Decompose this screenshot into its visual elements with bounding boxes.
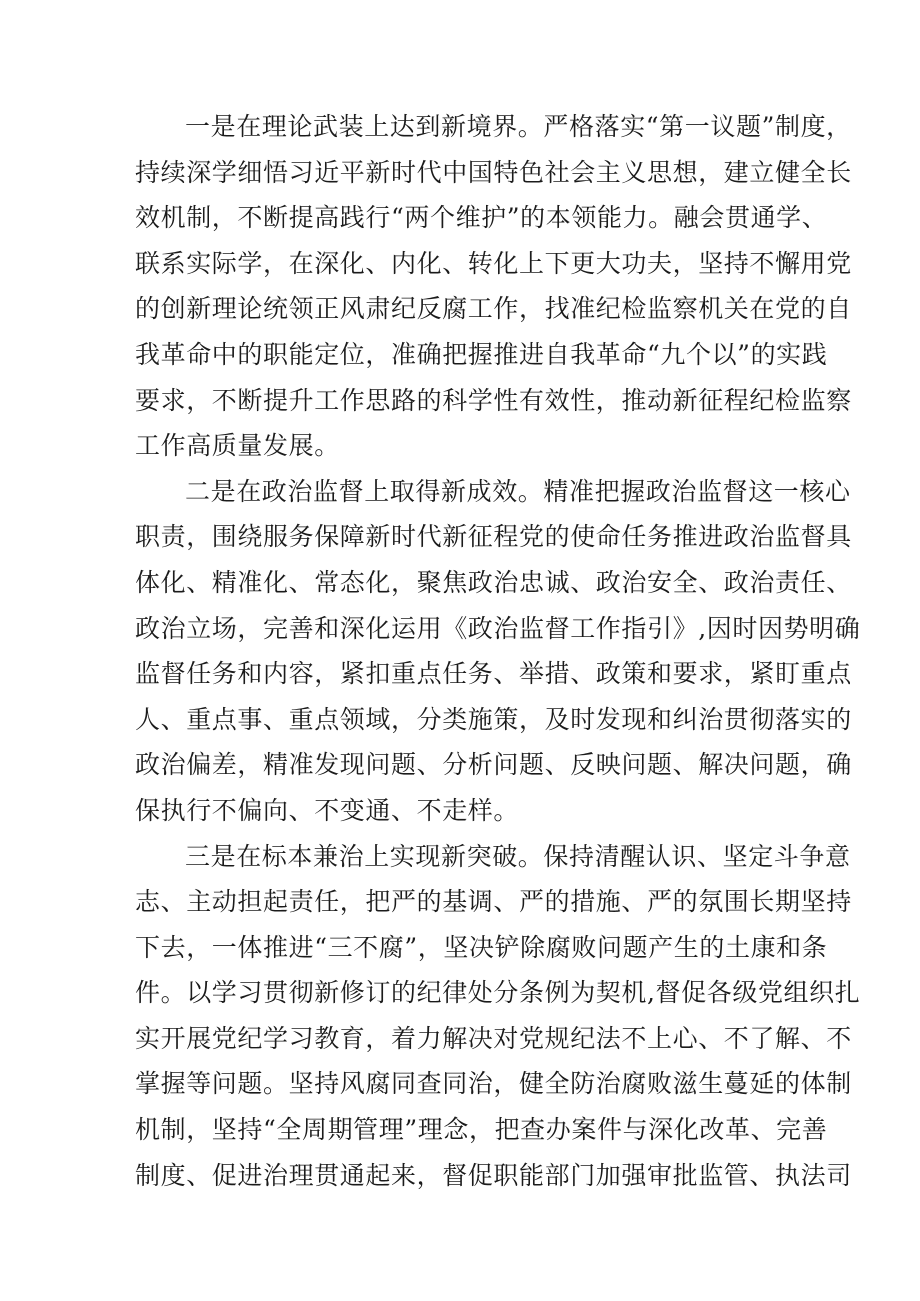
text-line: 下去，一体推进“三不腐”，坚决铲除腐败问题产生的土康和条 xyxy=(135,932,828,962)
text-line: 一是在理论武装上达到新境界。严格落实“第一议题”制度， xyxy=(185,112,852,141)
text-line: 持续深学细悟习近平新时代中国特色社会主义思想，建立健全长 xyxy=(135,157,852,187)
text-line: 保执行不偏向、不变通、不走样。 xyxy=(135,795,520,825)
text-line: 人、重点事、重点领域，分类施策，及时发现和纠治贯彻落实的 xyxy=(135,704,852,734)
text-line: 联系实际学，在深化、内化、转化上下更大功夫，坚持不懈用党 xyxy=(135,248,852,278)
text-line: 机制，坚持“全周期管理”理念，把查办案件与深化改革、完善 xyxy=(135,1115,828,1145)
paragraph-theory-armament xyxy=(135,104,852,469)
text-line: 掌握等问题。坚持风腐同查同治，健全防治腐败滋生蔓延的体制 xyxy=(135,1069,852,1099)
paragraph-political-supervision xyxy=(135,469,861,834)
text-line: 政治立场，完善和深化运用《政治监督工作指引》,因时因势明确 xyxy=(135,613,861,643)
text-line: 职责，围绕服务保障新时代新征程党的使命任务推进政治监督具 xyxy=(135,522,852,552)
document-body xyxy=(135,104,861,1198)
text-line: 工作高质量发展。 xyxy=(135,431,340,461)
text-line: 志、主动担起责任，把严的基调、严的措施、严的氛围长期坚持 xyxy=(135,887,852,917)
paragraph-root-and-branch xyxy=(135,834,861,1199)
text-line: 体化、精准化、常态化，聚焦政治忠诚、政治安全、政治责任、 xyxy=(135,567,852,597)
text-line: 我革命中的职能定位，准确把握推进自我革命“九个以”的实践 xyxy=(135,339,828,369)
text-line: 的创新理论统领正风肃纪反腐工作，找准纪检监察机关在党的自 xyxy=(135,294,852,324)
text-line: 二是在政治监督上取得新成效。精准把握政治监督这一核心 xyxy=(185,476,851,506)
text-line: 要求，不断提升工作思路的科学性有效性，推动新征程纪检监察 xyxy=(135,385,852,415)
text-line: 三是在标本兼治上实现新突破。保持清醒认识、坚定斗争意 xyxy=(185,841,851,871)
text-line: 政治偏差，精准发现问题、分析问题、反映问题、解决问题，确 xyxy=(135,750,852,780)
text-line: 实开展党纪学习教育，着力解决对党规纪法不上心、不了解、不 xyxy=(135,1023,852,1053)
text-line: 效机制，不断提高践行“两个维护”的本领能力。融会贯通学、 xyxy=(135,203,828,233)
text-line: 件。以学习贯彻新修订的纪律处分条例为契机,督促各级党组织扎 xyxy=(135,978,861,1008)
text-line: 制度、促进治理贯通起来，督促职能部门加强审批监管、执法司 xyxy=(135,1160,852,1190)
text-line: 监督任务和内容，紧扣重点任务、举措、政策和要求，紧盯重点 xyxy=(135,659,852,689)
